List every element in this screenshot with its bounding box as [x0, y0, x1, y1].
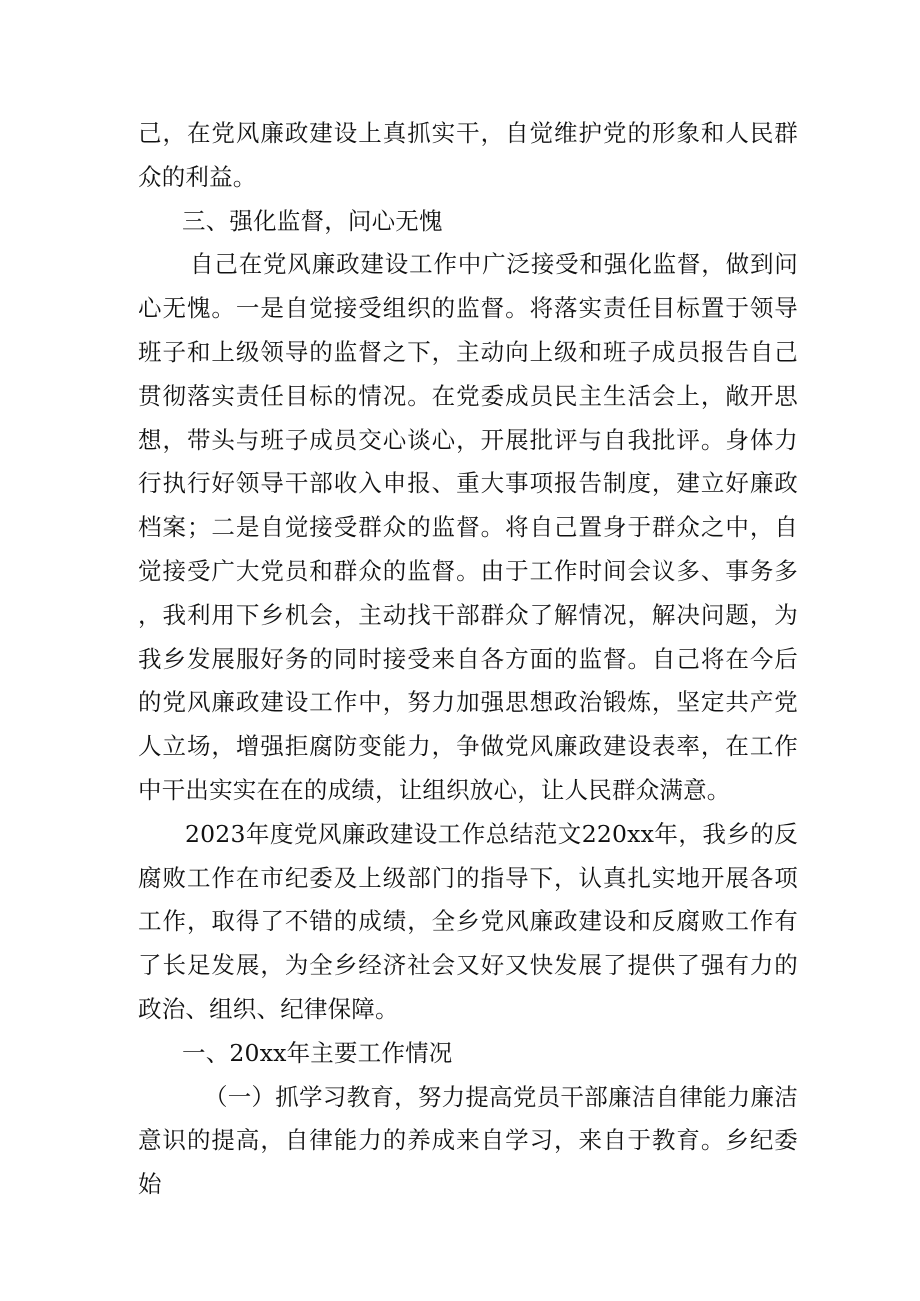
paragraph-supervision: 自己在党风廉政建设工作中广泛接受和强化监督，做到问心无愧。一是自觉接受组织的监督。将落实责任目标置于领导班子和上级领导的监督之下，主动向上级和班子成员报告自己贯彻落实责任目标的情况。在党委成员民主生活会上，敞开思想，带头与班子成员交心谈心，开展批评与自我批评。身体力行执行好领导干部收入申报、重大事项报告制度，建立好廉政档案；二是自觉接受群众的监督。将自己置身于群众之中，自觉接受广大党员和群众的监督。由于工作时间会议多、事务多，我利用下乡机会，主动找干部群众了解情况，解决问题，为我乡发展服好务的同时接受来自各方面的监督。自己将在今后的党风廉政建设工作中，努力加强思想政治锻炼，坚定共产党人立场，增强拒腐防变能力，争做党风廉政建设表率，在工作中干出实实在在的成绩，让组织放心，让人民群众满意。 — [138, 250, 798, 804]
document-body — [138, 112, 798, 1207]
section-heading-1: 一、20xx年主要工作情况 — [182, 1038, 453, 1067]
paragraph-continuation: 己，在党风廉政建设上真抓实干，自觉维护党的形象和人民群众的利益。 — [138, 119, 798, 191]
section-heading-3: 三、强化监督，问心无愧 — [182, 206, 443, 235]
paragraph-item-1: （一）抓学习教育，努力提高党员干部廉洁自律能力廉洁意识的提高，自律能力的养成来自学习，来自于教育。乡纪委始 — [138, 1082, 798, 1199]
paragraph-summary-intro: 2023年度党风廉政建设工作总结范文220xx年，我乡的反腐败工作在市纪委及上级部门的指导下，认真扎实地开展各项工作，取得了不错的成绩，全乡党风廉政建设和反腐败工作有了长足发展，为全乡经济社会又好又快发展了提供了强有力的政治、组织、纪律保障。 — [138, 819, 798, 1023]
